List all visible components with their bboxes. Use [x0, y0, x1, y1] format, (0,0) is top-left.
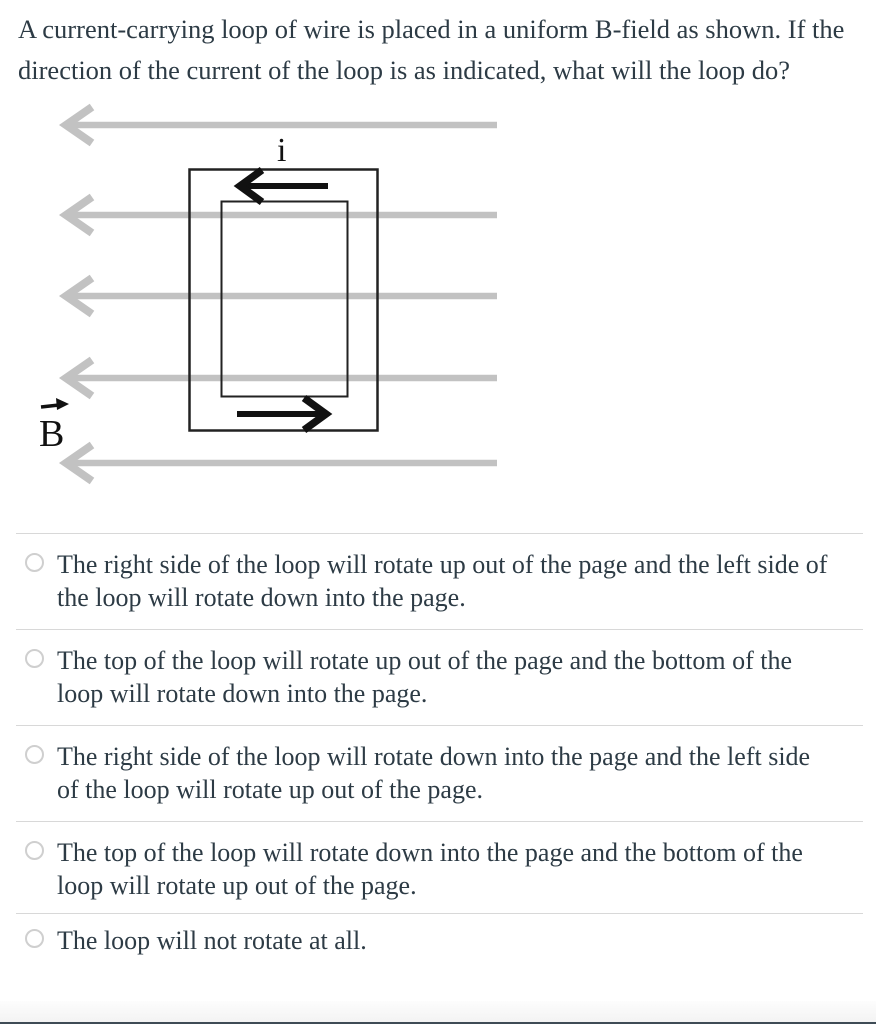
- option-radio[interactable]: [25, 745, 44, 764]
- answer-option-2[interactable]: [16, 629, 863, 725]
- b-field-loop-diagram: [0, 91, 876, 503]
- option-radio[interactable]: [25, 553, 44, 572]
- answer-option-4[interactable]: [16, 821, 863, 913]
- b-label-text: B: [39, 413, 65, 455]
- option-radio[interactable]: [25, 841, 44, 860]
- option-radio[interactable]: [25, 929, 44, 948]
- option-label: The top of the loop will rotate up out of the page and the bottom of the loop will rotate down into the page.: [57, 646, 793, 708]
- page-bottom-edge: [0, 1001, 876, 1024]
- b-field-label: [39, 398, 69, 455]
- option-radio[interactable]: [25, 649, 44, 668]
- answer-option-3[interactable]: [16, 725, 863, 821]
- current-label: i: [277, 132, 287, 169]
- question-text: A current-carrying loop of wire is placed in a uniform B-field as shown. If the direction of the current of the loop is as indicated, what will the loop do?: [18, 14, 845, 85]
- answer-option-1[interactable]: [16, 533, 863, 629]
- option-label: The right side of the loop will rotate down into the page and the left side of the loop will rotate up out of the page.: [57, 742, 811, 804]
- option-label: The loop will not rotate at all.: [57, 926, 367, 955]
- option-label: The right side of the loop will rotate up out of the page and the left side of the loop will rotate down into the page.: [57, 550, 828, 612]
- option-label: The top of the loop will rotate down into the page and the bottom of the loop will rotate up out of the page.: [57, 838, 803, 900]
- answer-options: [16, 533, 863, 968]
- outer-loop: [190, 170, 378, 431]
- answer-option-5[interactable]: [16, 913, 863, 968]
